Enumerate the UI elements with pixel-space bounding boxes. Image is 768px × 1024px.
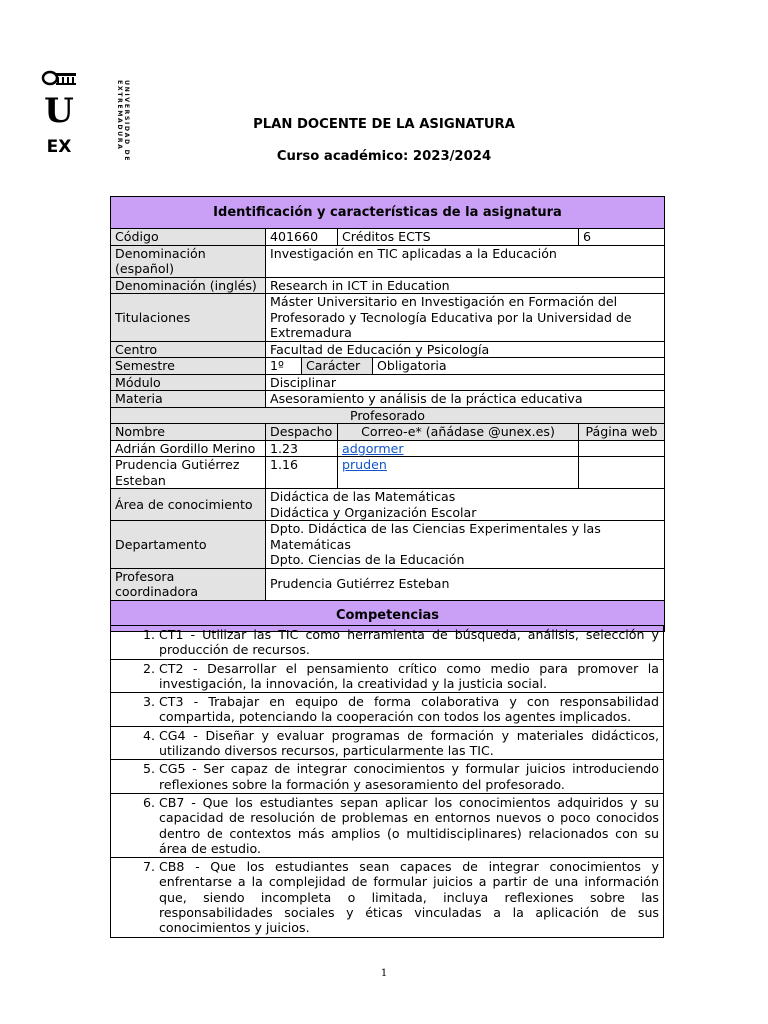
course-year: Curso académico: 2023/2024 <box>276 149 492 164</box>
semestre-value: 1º <box>266 358 302 374</box>
prof-header-despacho: Despacho <box>266 424 338 441</box>
section-title-identification: Identificación y características de la asignatura <box>111 197 665 229</box>
materia-label: Materia <box>111 391 266 408</box>
competencia-number: 4. <box>142 727 155 743</box>
list-item <box>111 659 664 693</box>
profesorado-title: Profesorado <box>111 407 665 424</box>
prof-office: 1.16 <box>266 457 338 489</box>
area-value-1: Didáctica de las Matemáticas <box>270 489 456 504</box>
table-row <box>111 457 665 489</box>
denominacion-es-label: Denominación (español) <box>111 245 266 277</box>
competencia-number: 6. <box>142 794 155 810</box>
competencia-number: 2. <box>142 660 155 676</box>
prof-header-correo: Correo-e* (añádase @unex.es) <box>338 424 579 441</box>
competencia-number: 1. <box>142 627 155 642</box>
identification-table <box>110 196 665 632</box>
list-item <box>111 626 664 660</box>
area-label: Área de conocimiento <box>111 489 266 521</box>
list-item <box>111 760 664 794</box>
prof-office: 1.23 <box>266 440 338 457</box>
modulo-value: Disciplinar <box>266 374 665 391</box>
prof-email-link[interactable]: pruden <box>342 457 387 472</box>
prof-web <box>579 457 665 489</box>
modulo-label: Módulo <box>111 374 266 391</box>
codigo-label: Código <box>111 229 266 246</box>
competencia-text: CT3 - Trabajar en equipo de forma colaborativa y con responsabilidad compartida, potenciando la cooperación con todos los agentes implicados. <box>159 694 659 725</box>
prof-email-link[interactable]: adgormer <box>342 440 404 456</box>
semestre-label: Semestre <box>111 358 266 375</box>
departamento-value-2: Dpto. Ciencias de la Educación <box>270 552 465 567</box>
competencia-text: CB8 - Que los estudiantes sean capaces de integrar conocimientos y enfrentarse a la complejidad de formular juicios a partir de una información que, siendo incompleta o limitada, incluya reflexiones sobre las responsabilidades sociales y éticas vinculadas a la aplicación de sus conocimientos y juicios. <box>159 859 659 936</box>
competencia-text: CG5 - Ser capaz de integrar conocimientos y formular juicios introduciendo reflexiones sobre la formación y asesoramiento del profesorado. <box>159 761 659 792</box>
list-item <box>111 693 664 727</box>
caracter-label: Carácter <box>302 358 373 374</box>
titulaciones-value: Máster Universitario en Investigación en Formación del Profesorado y Tecnología Educativa por la Universidad de Extremadura <box>266 294 665 342</box>
creditos-label: Créditos ECTS <box>338 229 579 246</box>
list-item <box>111 726 664 760</box>
codigo-value: 401660 <box>266 229 338 246</box>
competencia-text: CT2 - Desarrollar el pensamiento crítico como medio para promover la investigación, la innovación, la creatividad y la justicia social. <box>159 660 659 691</box>
page-number: 1 <box>380 968 388 979</box>
table-row <box>111 440 665 457</box>
competencias-table <box>110 625 664 938</box>
centro-label: Centro <box>111 341 266 358</box>
competencia-text: CB7 - Que los estudiantes sepan aplicar los conocimientos adquiridos y su capacidad de resolución de problemas en entornos nuevos o poco conocidos dentro de contextos más amplios (o multidisciplinares) relacionados con su área de estudio. <box>159 794 659 856</box>
denominacion-en-label: Denominación (inglés) <box>111 277 266 294</box>
list-item <box>111 858 664 937</box>
prof-header-web: Página web <box>579 424 665 441</box>
materia-value: Asesoramiento y análisis de la práctica educativa <box>266 391 665 408</box>
coordinadora-label: Profesora coordinadora <box>111 568 266 600</box>
centro-value: Facultad de Educación y Psicología <box>266 341 665 358</box>
competencia-number: 5. <box>142 761 155 777</box>
departamento-value-1: Dpto. Didáctica de las Ciencias Experimentales y las Matemáticas <box>270 521 601 552</box>
denominacion-en-value: Research in ICT in Education <box>266 277 665 294</box>
caracter-value: Obligatoria <box>377 358 447 373</box>
titulaciones-label: Titulaciones <box>111 294 266 342</box>
svg-text:U: U <box>44 91 74 131</box>
coordinadora-value: Prudencia Gutiérrez Esteban <box>266 568 665 600</box>
denominacion-es-value: Investigación en TIC aplicadas a la Educación <box>266 245 665 277</box>
section-title-competencias: Competencias <box>111 600 665 631</box>
competencia-text: CG4 - Diseñar y evaluar programas de formación y materiales didácticos, utilizando diversos recursos, particularmente las TIC. <box>159 727 659 759</box>
prof-web <box>579 440 665 457</box>
competencia-text: CT1 - Utilizar las TIC como herramienta de búsqueda, análisis, selección y producción de recursos. <box>159 627 659 658</box>
creditos-value: 6 <box>579 229 665 246</box>
area-value-2: Didáctica y Organización Escolar <box>270 504 477 520</box>
prof-name: Adrián Gordillo Merino <box>111 440 266 457</box>
prof-name: Prudencia Gutiérrez Esteban <box>111 457 266 489</box>
prof-header-nombre: Nombre <box>111 424 266 441</box>
svg-text:EX: EX <box>46 137 72 157</box>
departamento-label: Departamento <box>111 521 266 569</box>
competencia-number: 7. <box>142 859 155 875</box>
page-title: PLAN DOCENTE DE LA ASIGNATURA <box>253 117 515 132</box>
competencia-number: 3. <box>142 694 155 710</box>
university-name-vertical: UNIVERSIDAD DE EXTREMADURA <box>116 80 130 163</box>
list-item <box>111 793 664 857</box>
